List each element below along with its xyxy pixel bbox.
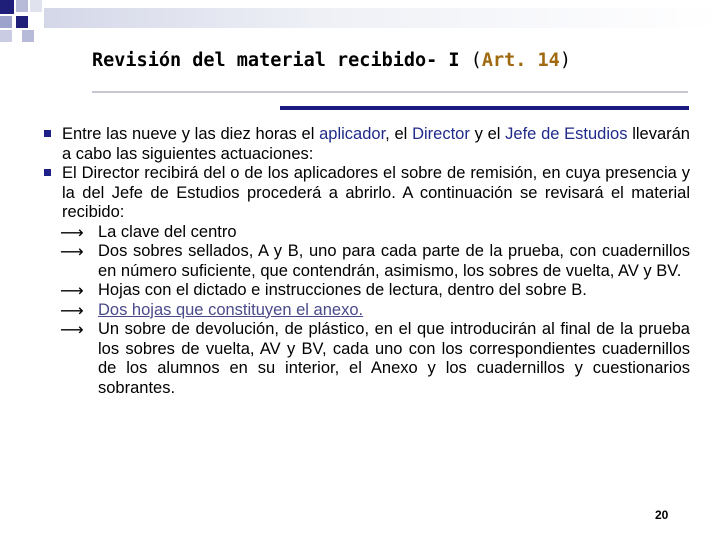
- decor-square: [0, 0, 14, 14]
- sub-item: [42, 223, 690, 243]
- highlight-director: Director: [412, 125, 470, 143]
- bullet-item: [42, 125, 690, 164]
- title-underline-thick: [280, 106, 689, 110]
- sub-item: [42, 320, 690, 398]
- decor-square: [0, 16, 12, 28]
- slide-title: [92, 50, 652, 71]
- bullet-text: llevarán a cabo las siguientes actuaciones:: [62, 125, 690, 163]
- title-article: Art. 14: [481, 50, 560, 71]
- square-bullet-icon: [44, 130, 51, 137]
- bullet-text: y el: [469, 125, 506, 143]
- arrow-right-icon: ⟶: [60, 281, 84, 300]
- decor-square: [22, 30, 34, 42]
- square-bullet-icon: [44, 169, 51, 176]
- sub-item-text: Hojas con el dictado e instrucciones de lectura, dentro del sobre B.: [98, 281, 587, 299]
- sub-item-text: Un sobre de devolución, de plástico, en el que introducirán al final de la prueba los sobres de vuelta, AV y BV, cada uno con los correspondientes cuadernillos de los alumnos en su interior, el Anexo y los cuadernillos y cuestionarios sobrantes.: [98, 320, 690, 397]
- bullet-text: Entre las nueve y las diez horas el: [62, 125, 320, 143]
- arrow-right-icon: ⟶: [60, 242, 84, 261]
- title-paren-open: (: [470, 50, 482, 71]
- title-main: Revisión del material recibido- I: [92, 50, 460, 71]
- header-gradient-bar: [44, 8, 720, 28]
- decor-square: [0, 30, 12, 42]
- page-number: 20: [655, 508, 669, 522]
- decor-square: [16, 16, 28, 28]
- sub-item: [42, 281, 690, 301]
- sub-item: [42, 301, 690, 321]
- decor-square: [30, 0, 42, 12]
- sub-item-text: Dos sobres sellados, A y B, uno para cada parte de la prueba, con cuadernillos en número suficiente, que contendrán, asimismo, los sobres de vuelta, AV y BV.: [98, 242, 690, 280]
- bullet-text: El Director recibirá del o de los aplicadores el sobre de remisión, en cuya presencia y la del Jefe de Estudios procederá a abrirlo. A continuación se revisará el material recibido:: [62, 164, 690, 221]
- arrow-right-icon: ⟶: [60, 320, 84, 339]
- slide-body: [42, 125, 690, 398]
- arrow-right-icon: ⟶: [60, 300, 84, 320]
- sub-item-text: La clave del centro: [98, 222, 237, 241]
- bullet-text: , el: [385, 125, 413, 143]
- title-paren-close: ): [559, 50, 571, 71]
- title-underline-thin: [92, 91, 688, 93]
- arrow-right-icon: ⟶: [60, 222, 84, 242]
- sub-item: [42, 242, 690, 281]
- anexo-link[interactable]: Dos hojas que constituyen el anexo.: [98, 300, 364, 319]
- highlight-jefe-estudios: Jefe de Estudios: [505, 125, 628, 143]
- bullet-item: [42, 164, 690, 223]
- highlight-aplicador: aplicador: [319, 125, 386, 143]
- decor-square: [16, 0, 28, 12]
